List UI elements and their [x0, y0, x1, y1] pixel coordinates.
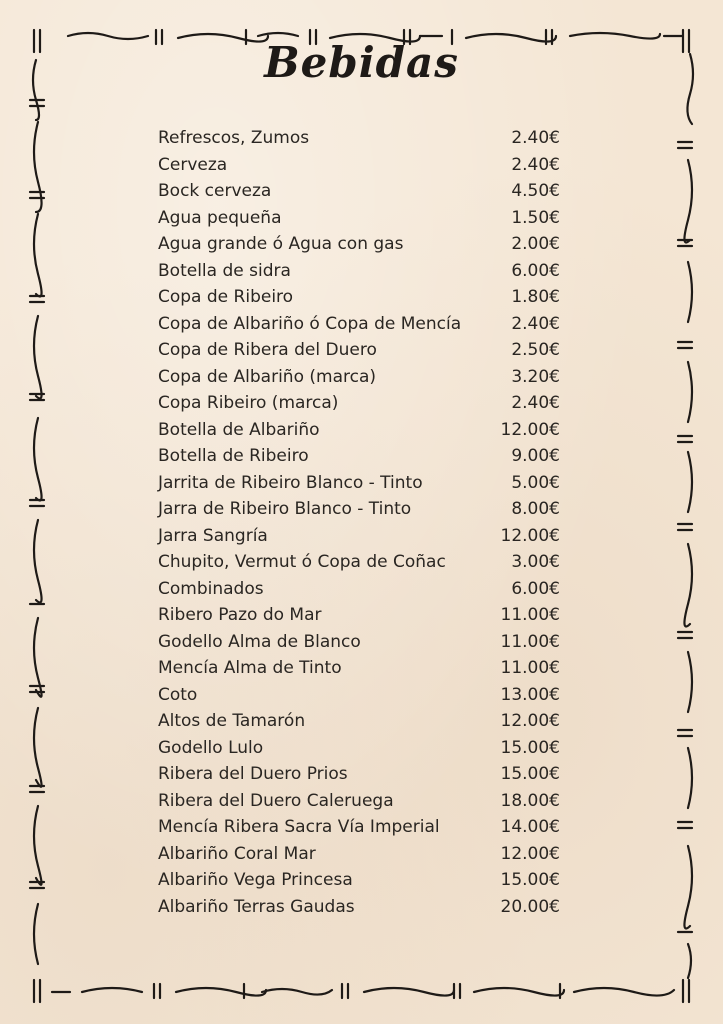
item-name: Mencía Alma de Tinto [158, 658, 342, 678]
item-price: 1.80€ [511, 287, 560, 307]
menu-item [158, 261, 560, 288]
item-name: Bock cerveza [158, 181, 272, 201]
item-name: Godello Lulo [158, 737, 264, 758]
item-price: 3.00€ [511, 552, 560, 572]
menu-item [158, 473, 560, 500]
menu-item [158, 181, 560, 208]
menu-item [158, 499, 560, 526]
item-price: 5.00€ [511, 472, 560, 493]
menu-item [158, 844, 560, 871]
item-name: Ribera del Duero Prios [158, 764, 348, 784]
item-name: Albariño Vega Princesa [158, 870, 353, 890]
menu-item [158, 526, 560, 553]
item-price: 8.00€ [511, 499, 560, 519]
item-name: Botella de Albariño [158, 419, 320, 440]
item-name: Ribera del Duero Caleruega [158, 790, 394, 811]
item-price: 2.40€ [511, 313, 560, 334]
item-name: Ribero Pazo do Mar [158, 605, 322, 625]
menu-item [158, 605, 560, 632]
menu-item [158, 420, 560, 447]
menu-item [158, 155, 560, 182]
menu-item [158, 579, 560, 606]
item-name: Jarra Sangría [158, 525, 268, 546]
item-name: Copa de Ribera del Duero [158, 340, 377, 360]
item-name: Mencía Ribera Sacra Vía Imperial [158, 817, 440, 837]
item-price: 2.00€ [511, 234, 560, 254]
menu-item [158, 446, 560, 473]
item-name: Copa de Ribeiro [158, 287, 294, 307]
menu-item [158, 552, 560, 579]
item-price: 18.00€ [500, 790, 560, 811]
menu-item [158, 128, 560, 155]
menu-item [158, 685, 560, 712]
menu-item [158, 393, 560, 420]
item-name: Agua grande ó Agua con gas [158, 234, 404, 254]
item-name: Botella de sidra [158, 260, 291, 281]
item-name: Albariño Terras Gaudas [158, 896, 355, 917]
item-name: Refrescos, Zumos [158, 128, 310, 148]
item-price: 6.00€ [511, 260, 560, 281]
menu-item [158, 738, 560, 765]
item-name: Botella de Ribeiro [158, 446, 309, 466]
item-name: Chupito, Vermut ó Copa de Coñac [158, 552, 446, 572]
item-price: 2.40€ [511, 393, 560, 413]
menu-item [158, 764, 560, 791]
menu-item [158, 817, 560, 844]
menu-item [158, 632, 560, 659]
menu-item [158, 791, 560, 818]
item-name: Combinados [158, 578, 264, 599]
item-price: 9.00€ [511, 446, 560, 466]
item-price: 12.00€ [500, 525, 560, 546]
item-name: Altos de Tamarón [158, 711, 306, 731]
item-name: Albariño Coral Mar [158, 843, 316, 864]
menu-item [158, 234, 560, 261]
item-price: 11.00€ [500, 658, 560, 678]
item-price: 13.00€ [500, 684, 560, 705]
menu-item [158, 367, 560, 394]
item-price: 6.00€ [511, 578, 560, 599]
menu-item [158, 287, 560, 314]
item-price: 15.00€ [500, 870, 560, 890]
item-name: Copa de Albariño ó Copa de Mencía [158, 313, 462, 334]
item-name: Godello Alma de Blanco [158, 631, 361, 652]
item-price: 12.00€ [500, 419, 560, 440]
item-price: 20.00€ [500, 896, 560, 917]
item-name: Coto [158, 684, 198, 705]
menu-item [158, 340, 560, 367]
item-price: 2.40€ [511, 128, 560, 148]
menu-item [158, 870, 560, 897]
item-price: 4.50€ [511, 181, 560, 201]
item-name: Copa de Albariño (marca) [158, 366, 377, 387]
menu-item [158, 897, 560, 924]
item-price: 14.00€ [500, 817, 560, 837]
item-price: 15.00€ [500, 737, 560, 758]
item-price: 1.50€ [511, 207, 560, 228]
item-name: Cerveza [158, 154, 228, 175]
item-price: 2.40€ [511, 154, 560, 175]
item-price: 12.00€ [500, 843, 560, 864]
item-price: 15.00€ [500, 764, 560, 784]
page-title: Bebidas [264, 38, 459, 87]
item-price: 2.50€ [511, 340, 560, 360]
item-name: Jarra de Ribeiro Blanco - Tinto [158, 499, 412, 519]
item-price: 12.00€ [500, 711, 560, 731]
item-name: Jarrita de Ribeiro Blanco - Tinto [158, 472, 423, 493]
menu-item [158, 314, 560, 341]
item-price: 3.20€ [511, 366, 560, 387]
item-price: 11.00€ [500, 631, 560, 652]
item-name: Agua pequeña [158, 207, 282, 228]
item-price: 11.00€ [500, 605, 560, 625]
menu-item [158, 658, 560, 685]
menu-item [158, 711, 560, 738]
drinks-price-list [158, 128, 560, 923]
item-name: Copa Ribeiro (marca) [158, 393, 339, 413]
menu-item [158, 208, 560, 235]
